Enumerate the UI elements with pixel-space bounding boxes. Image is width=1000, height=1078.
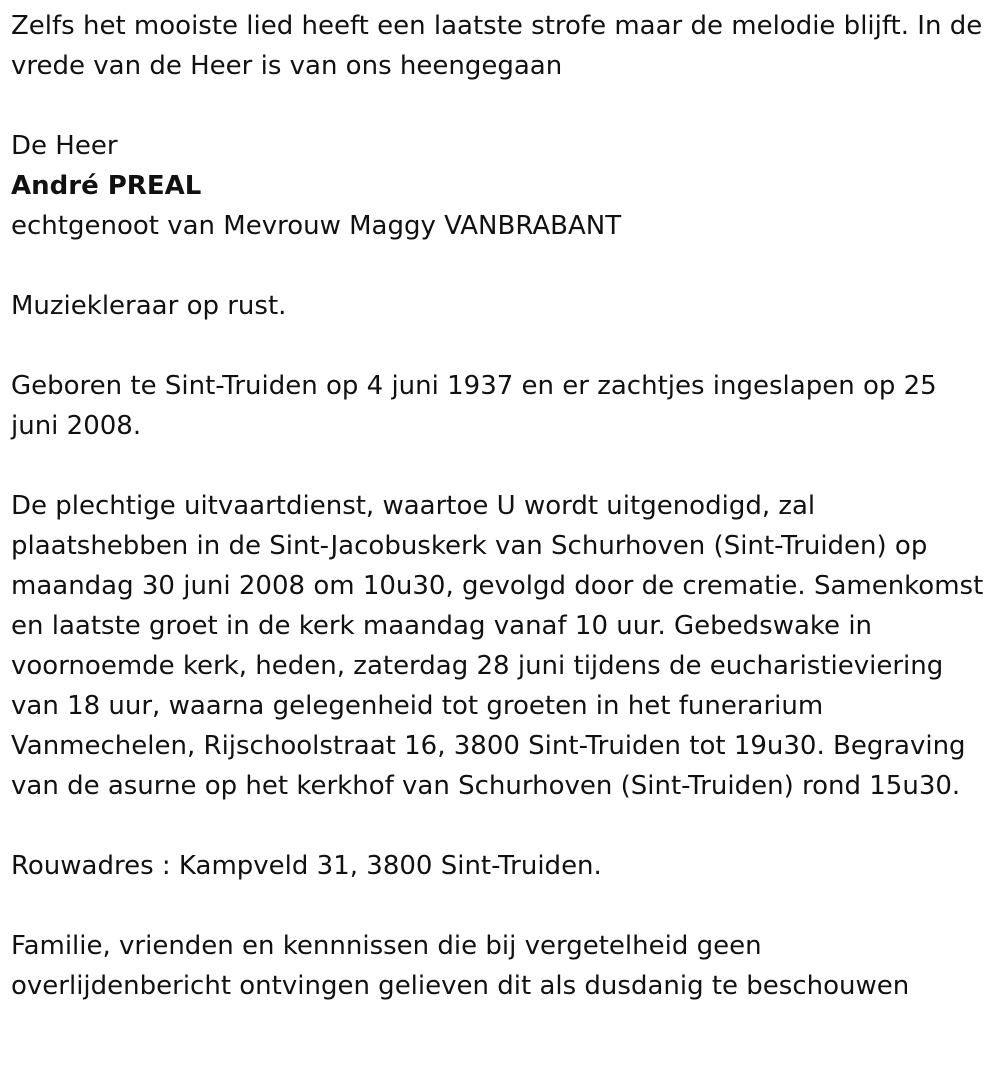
spacer bbox=[11, 886, 986, 926]
spacer bbox=[11, 806, 986, 846]
intro-text: Zelfs het mooiste lied heeft een laatste strofe maar de melodie blijft. In de vrede van de Heer is van ons heengegaan bbox=[11, 11, 983, 81]
obituary-notice bbox=[11, 6, 986, 1006]
spacer bbox=[11, 446, 986, 486]
spacer bbox=[11, 326, 986, 366]
deceased-name: André PREAL bbox=[11, 171, 202, 201]
occupation-line: Muziekleraar op rust. bbox=[11, 291, 287, 321]
spacer bbox=[11, 86, 986, 126]
mourning-address: Rouwadres : Kampveld 31, 3800 Sint-Truiden. bbox=[11, 851, 602, 881]
spacer bbox=[11, 246, 986, 286]
closing-text: Familie, vrienden en kennnissen die bij vergetelheid geen overlijdenbericht ontvingen gelieven dit als dusdanig te beschouwen bbox=[11, 931, 910, 1001]
spouse-line: echtgenoot van Mevrouw Maggy VANBRABANT bbox=[11, 211, 622, 241]
title-prefix: De Heer bbox=[11, 131, 118, 161]
funeral-details: De plechtige uitvaartdienst, waartoe U wordt uitgenodigd, zal plaatshebben in de Sint-Jacobuskerk van Schurhoven (Sint-Truiden) op maandag 30 juni 2008 om 10u30, gevolgd door de crematie. Samenkomst en laatste groet in de kerk maandag vanaf 10 uur. Gebedswake in voornoemde kerk, heden, zaterdag 28 juni tijdens de eucharistieviering van 18 uur, waarna gelegenheid tot groeten in het funerarium Vanmechelen, Rijschoolstraat 16, 3800 Sint-Truiden tot 19u30. Begraving van de asurne op het kerkhof van Schurhoven (Sint-Truiden) rond 15u30. bbox=[11, 491, 984, 801]
birth-death-text: Geboren te Sint-Truiden op 4 juni 1937 en er zachtjes ingeslapen op 25 juni 2008. bbox=[11, 371, 937, 441]
